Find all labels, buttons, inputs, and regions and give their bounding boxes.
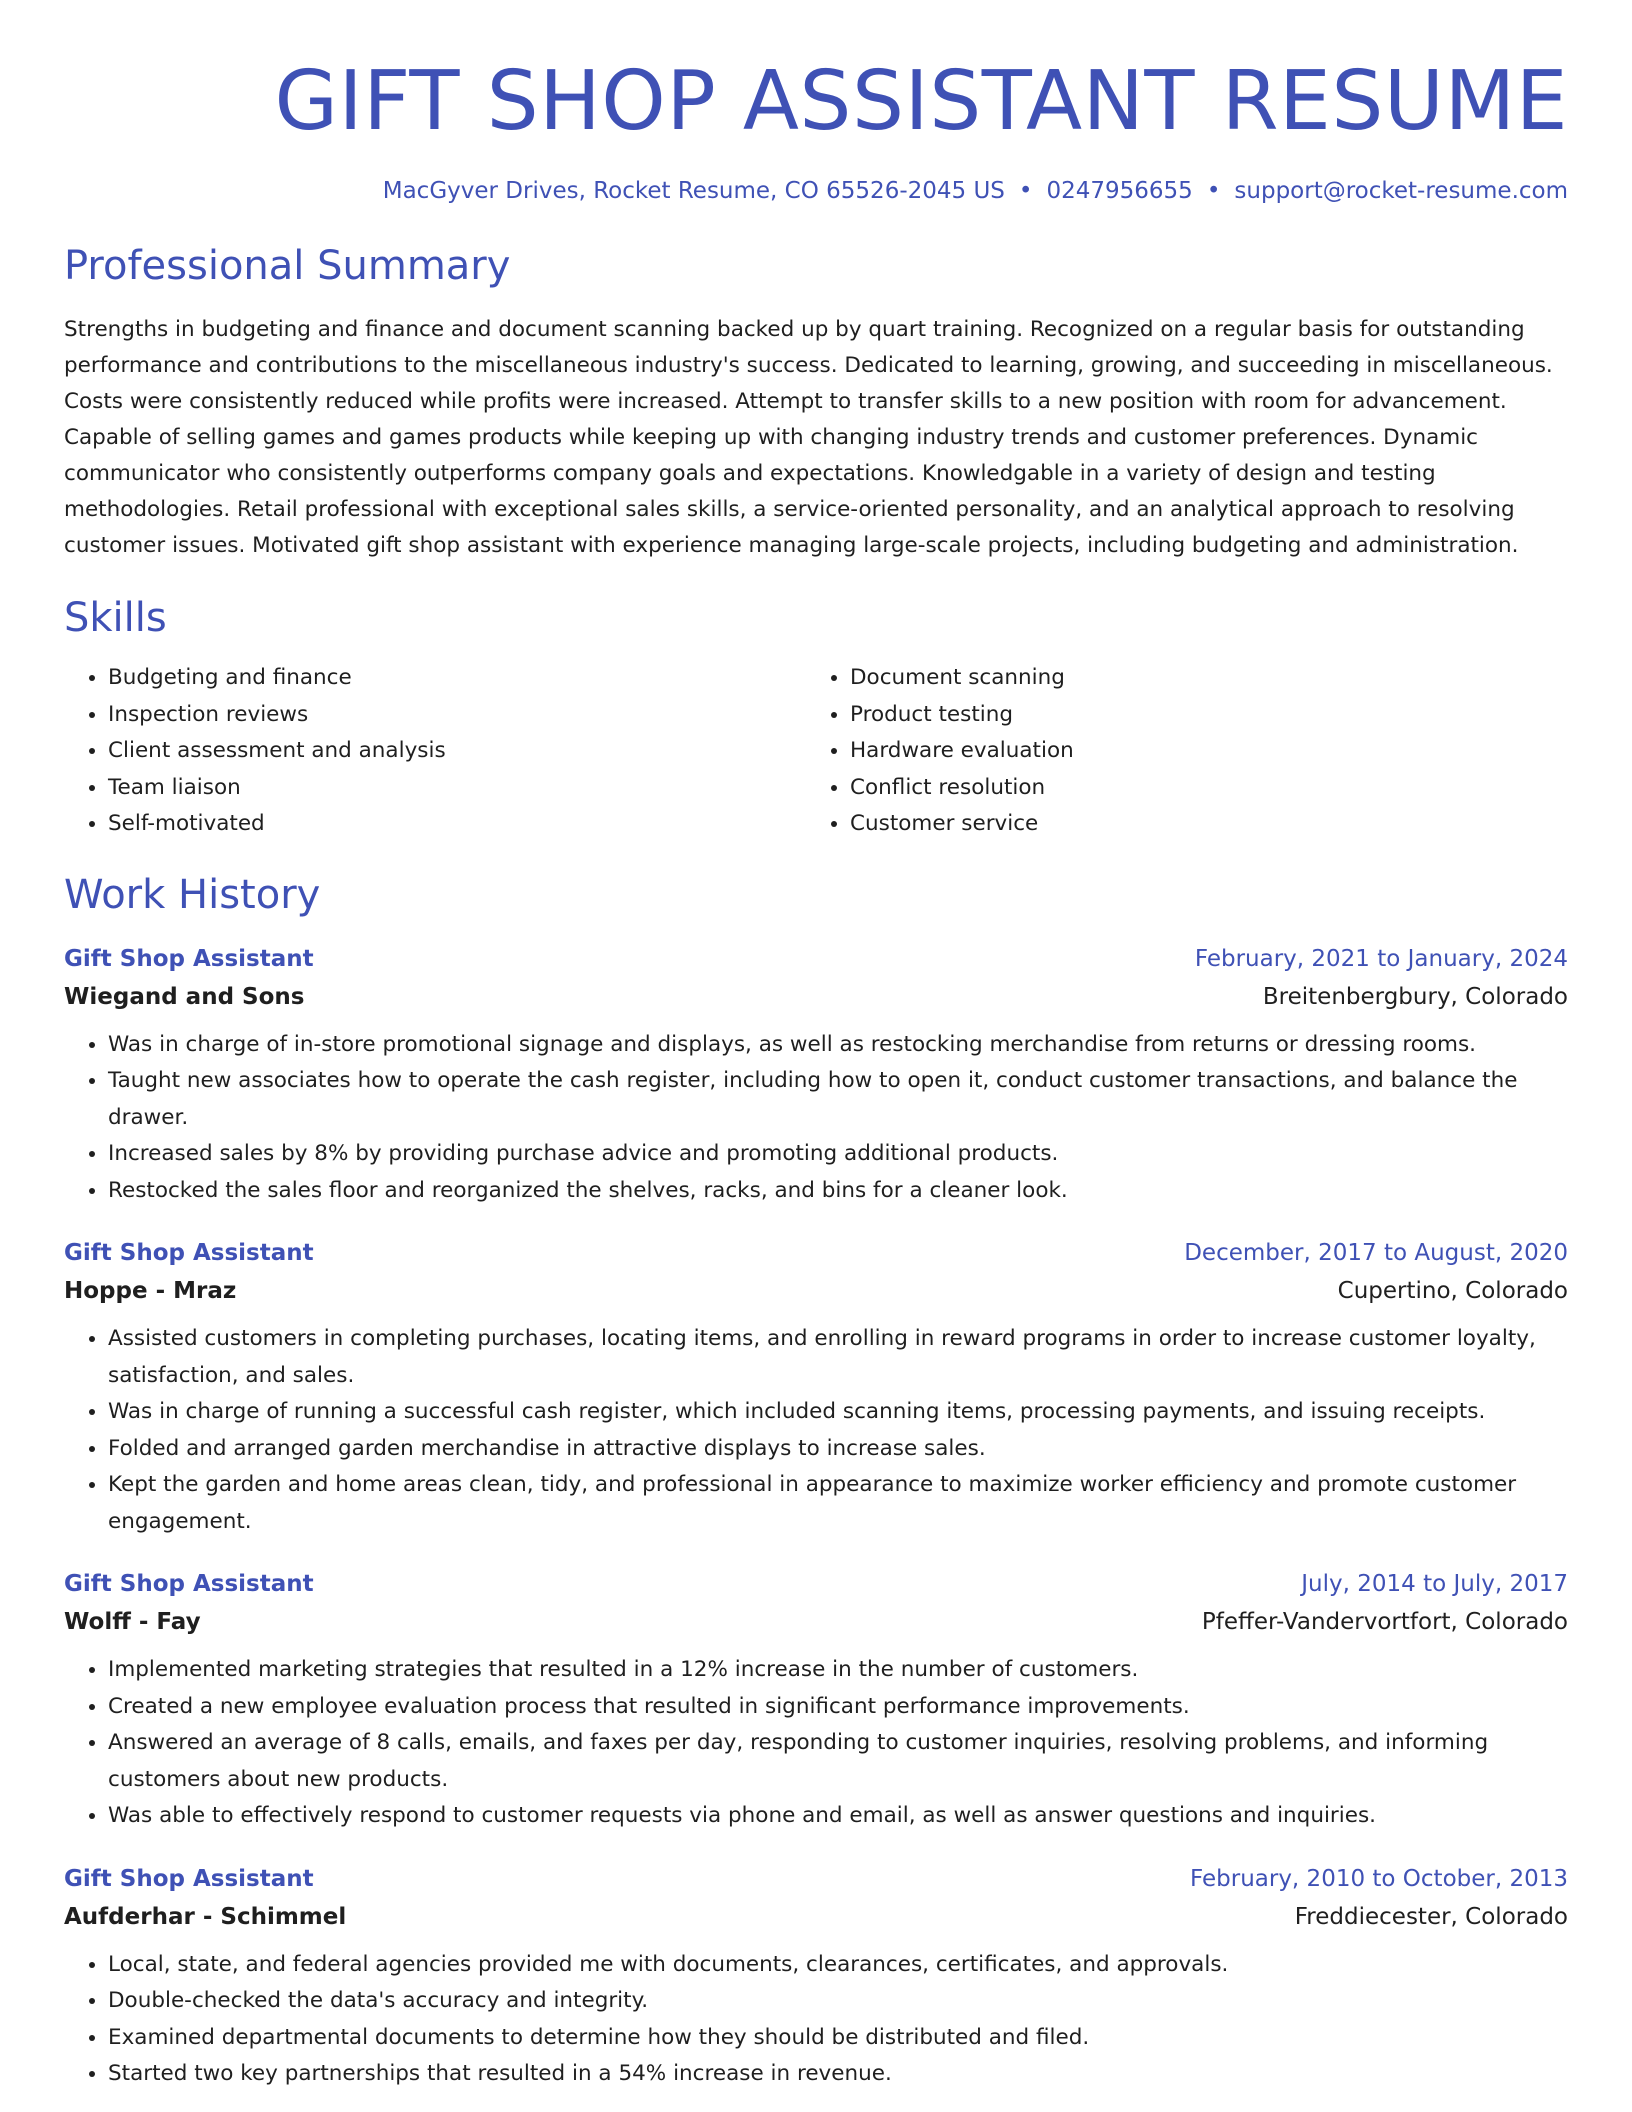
job-company-row	[64, 977, 1568, 1017]
job-dates: February, 2021 to January, 2024	[1194, 945, 1568, 972]
job-title: Gift Shop Assistant	[64, 1571, 314, 1597]
resume-header	[64, 52, 1568, 206]
job-bullet: • Restocked the sales floor and reorganized the shelves, racks, and bins for a cleaner look.	[108, 1173, 1568, 1210]
job-header-row	[64, 1235, 1568, 1271]
skill-item: • Inspection reviews	[108, 697, 806, 734]
job-bullet: • Implemented marketing strategies that resulted in a 12% increase in the number of customers.	[108, 1652, 1568, 1689]
contact-email: support@rocket-resume.com	[1234, 178, 1568, 204]
job-bullet: • Examined departmental documents to determine how they should be distributed and filed.	[108, 2020, 1568, 2057]
skills-grid	[64, 660, 1568, 843]
job-company-row	[64, 1271, 1568, 1311]
job-bullet: • Local, state, and federal agencies provided me with documents, clearances, certificates, and approvals.	[108, 1947, 1568, 1984]
job-title: Gift Shop Assistant	[64, 1240, 314, 1266]
job-company: Aufderhar - Schimmel	[64, 1903, 347, 1930]
job-bullet: • Assisted customers in completing purchases, locating items, and enrolling in reward programs in order to increase customer loyalty, satisfaction, and sales.	[108, 1321, 1568, 1394]
skill-item: • Client assessment and analysis	[108, 733, 806, 770]
job-bullets	[64, 1321, 1568, 1540]
job-entry	[64, 1566, 1568, 1835]
job-bullet: • Increased sales by 8% by providing purchase advice and promoting additional products.	[108, 1136, 1568, 1173]
job-dates: July, 2014 to July, 2017	[1301, 1571, 1568, 1597]
job-bullets	[64, 1652, 1568, 1835]
work-history-section	[64, 869, 1568, 2093]
skill-item: • Hardware evaluation	[850, 733, 1566, 770]
job-bullet: • Started two key partnerships that resulted in a 54% increase in revenue.	[108, 2056, 1568, 2093]
job-bullet: • Kept the garden and home areas clean, tidy, and professional in appearance to maximize worker efficiency and promote customer engagement.	[108, 1467, 1568, 1540]
skill-item: • Self-motivated	[108, 806, 806, 843]
skill-item: • Customer service	[850, 806, 1566, 843]
section-title-work-history: Work History	[64, 871, 321, 918]
summary-section	[64, 240, 1568, 564]
summary-text: Strengths in budgeting and finance and document scanning backed up by quart training. Recognized on a regular basis for outstanding performance and contributions to the miscellaneous industry's success. Dedicated to learning, growing, and succeeding in miscellaneous. Costs were consistently reduced while profits were increased. Attempt to transfer skills to a new position with room for advancement. Capable of selling games and games products while keeping up with changing industry trends and customer preferences. Dynamic communicator who consistently outperforms company goals and expectations. Knowledgable in a variety of design and testing methodologies. Retail professional with exceptional sales skills, a service-oriented personality, and an analytical approach to resolving customer issues. Motivated gift shop assistant with experience managing large-scale projects, including budgeting and administration.	[64, 317, 1553, 558]
contact-separator: •	[1018, 178, 1033, 204]
job-bullet: • Was in charge of in-store promotional signage and displays, as well as restocking merchandise from returns or dressing rooms.	[108, 1027, 1568, 1064]
job-bullet: • Answered an average of 8 calls, emails, and faxes per day, responding to customer inquiries, resolving problems, and informing customers about new products.	[108, 1725, 1568, 1798]
job-location: Breitenbergbury, Colorado	[1262, 983, 1568, 1010]
job-company: Hoppe - Mraz	[64, 1278, 237, 1304]
job-company-row	[64, 1897, 1568, 1937]
job-title: Gift Shop Assistant	[64, 1865, 314, 1892]
job-entry	[64, 1235, 1568, 1540]
section-title-skills: Skills	[64, 595, 167, 641]
skill-item: • Product testing	[850, 697, 1566, 734]
job-entry	[64, 1861, 1568, 2093]
skills-list-right	[806, 660, 1566, 843]
job-dates: December, 2017 to August, 2020	[1184, 1240, 1568, 1266]
job-location: Freddiecester, Colorado	[1294, 1903, 1568, 1930]
skills-list-left	[64, 660, 806, 843]
job-title: Gift Shop Assistant	[64, 945, 314, 972]
job-bullet: • Was in charge of running a successful cash register, which included scanning items, processing payments, and issuing receipts.	[108, 1394, 1568, 1431]
job-header-row	[64, 941, 1568, 977]
job-dates: February, 2010 to October, 2013	[1190, 1865, 1568, 1892]
job-bullet: • Created a new employee evaluation process that resulted in significant performance improvements.	[108, 1689, 1568, 1726]
job-bullets	[64, 1947, 1568, 2093]
job-bullet: • Double-checked the data's accuracy and integrity.	[108, 1983, 1568, 2020]
job-location: Pfeffer-Vandervortfort, Colorado	[1201, 1609, 1568, 1635]
section-title-summary: Professional Summary	[64, 243, 511, 289]
contact-separator: •	[1206, 178, 1221, 204]
contact-line	[64, 176, 1568, 206]
job-header-row	[64, 1566, 1568, 1602]
job-bullet: • Taught new associates how to operate the cash register, including how to open it, conduct customer transactions, and balance the drawer.	[108, 1063, 1568, 1136]
job-header-row	[64, 1861, 1568, 1897]
resume-title: GIFT SHOP ASSISTANT RESUME	[274, 54, 1568, 149]
job-company-row	[64, 1602, 1568, 1642]
job-bullet: • Folded and arranged garden merchandise in attractive displays to increase sales.	[108, 1431, 1568, 1468]
skill-item: • Conflict resolution	[850, 770, 1566, 807]
job-bullet: • Was able to effectively respond to customer requests via phone and email, as well as answer questions and inquiries.	[108, 1798, 1568, 1835]
job-company: Wiegand and Sons	[64, 983, 305, 1010]
contact-address: MacGyver Drives, Rocket Resume, CO 65526-2045 US	[382, 178, 1005, 204]
skill-item: • Document scanning	[850, 660, 1566, 697]
job-bullets	[64, 1027, 1568, 1210]
job-entry	[64, 941, 1568, 1210]
contact-phone: 0247956655	[1046, 178, 1193, 204]
skill-item: • Team liaison	[108, 770, 806, 807]
skill-item: • Budgeting and finance	[108, 660, 806, 697]
skills-section	[64, 592, 1568, 843]
job-location: Cupertino, Colorado	[1337, 1278, 1568, 1304]
job-company: Wolff - Fay	[64, 1609, 201, 1635]
